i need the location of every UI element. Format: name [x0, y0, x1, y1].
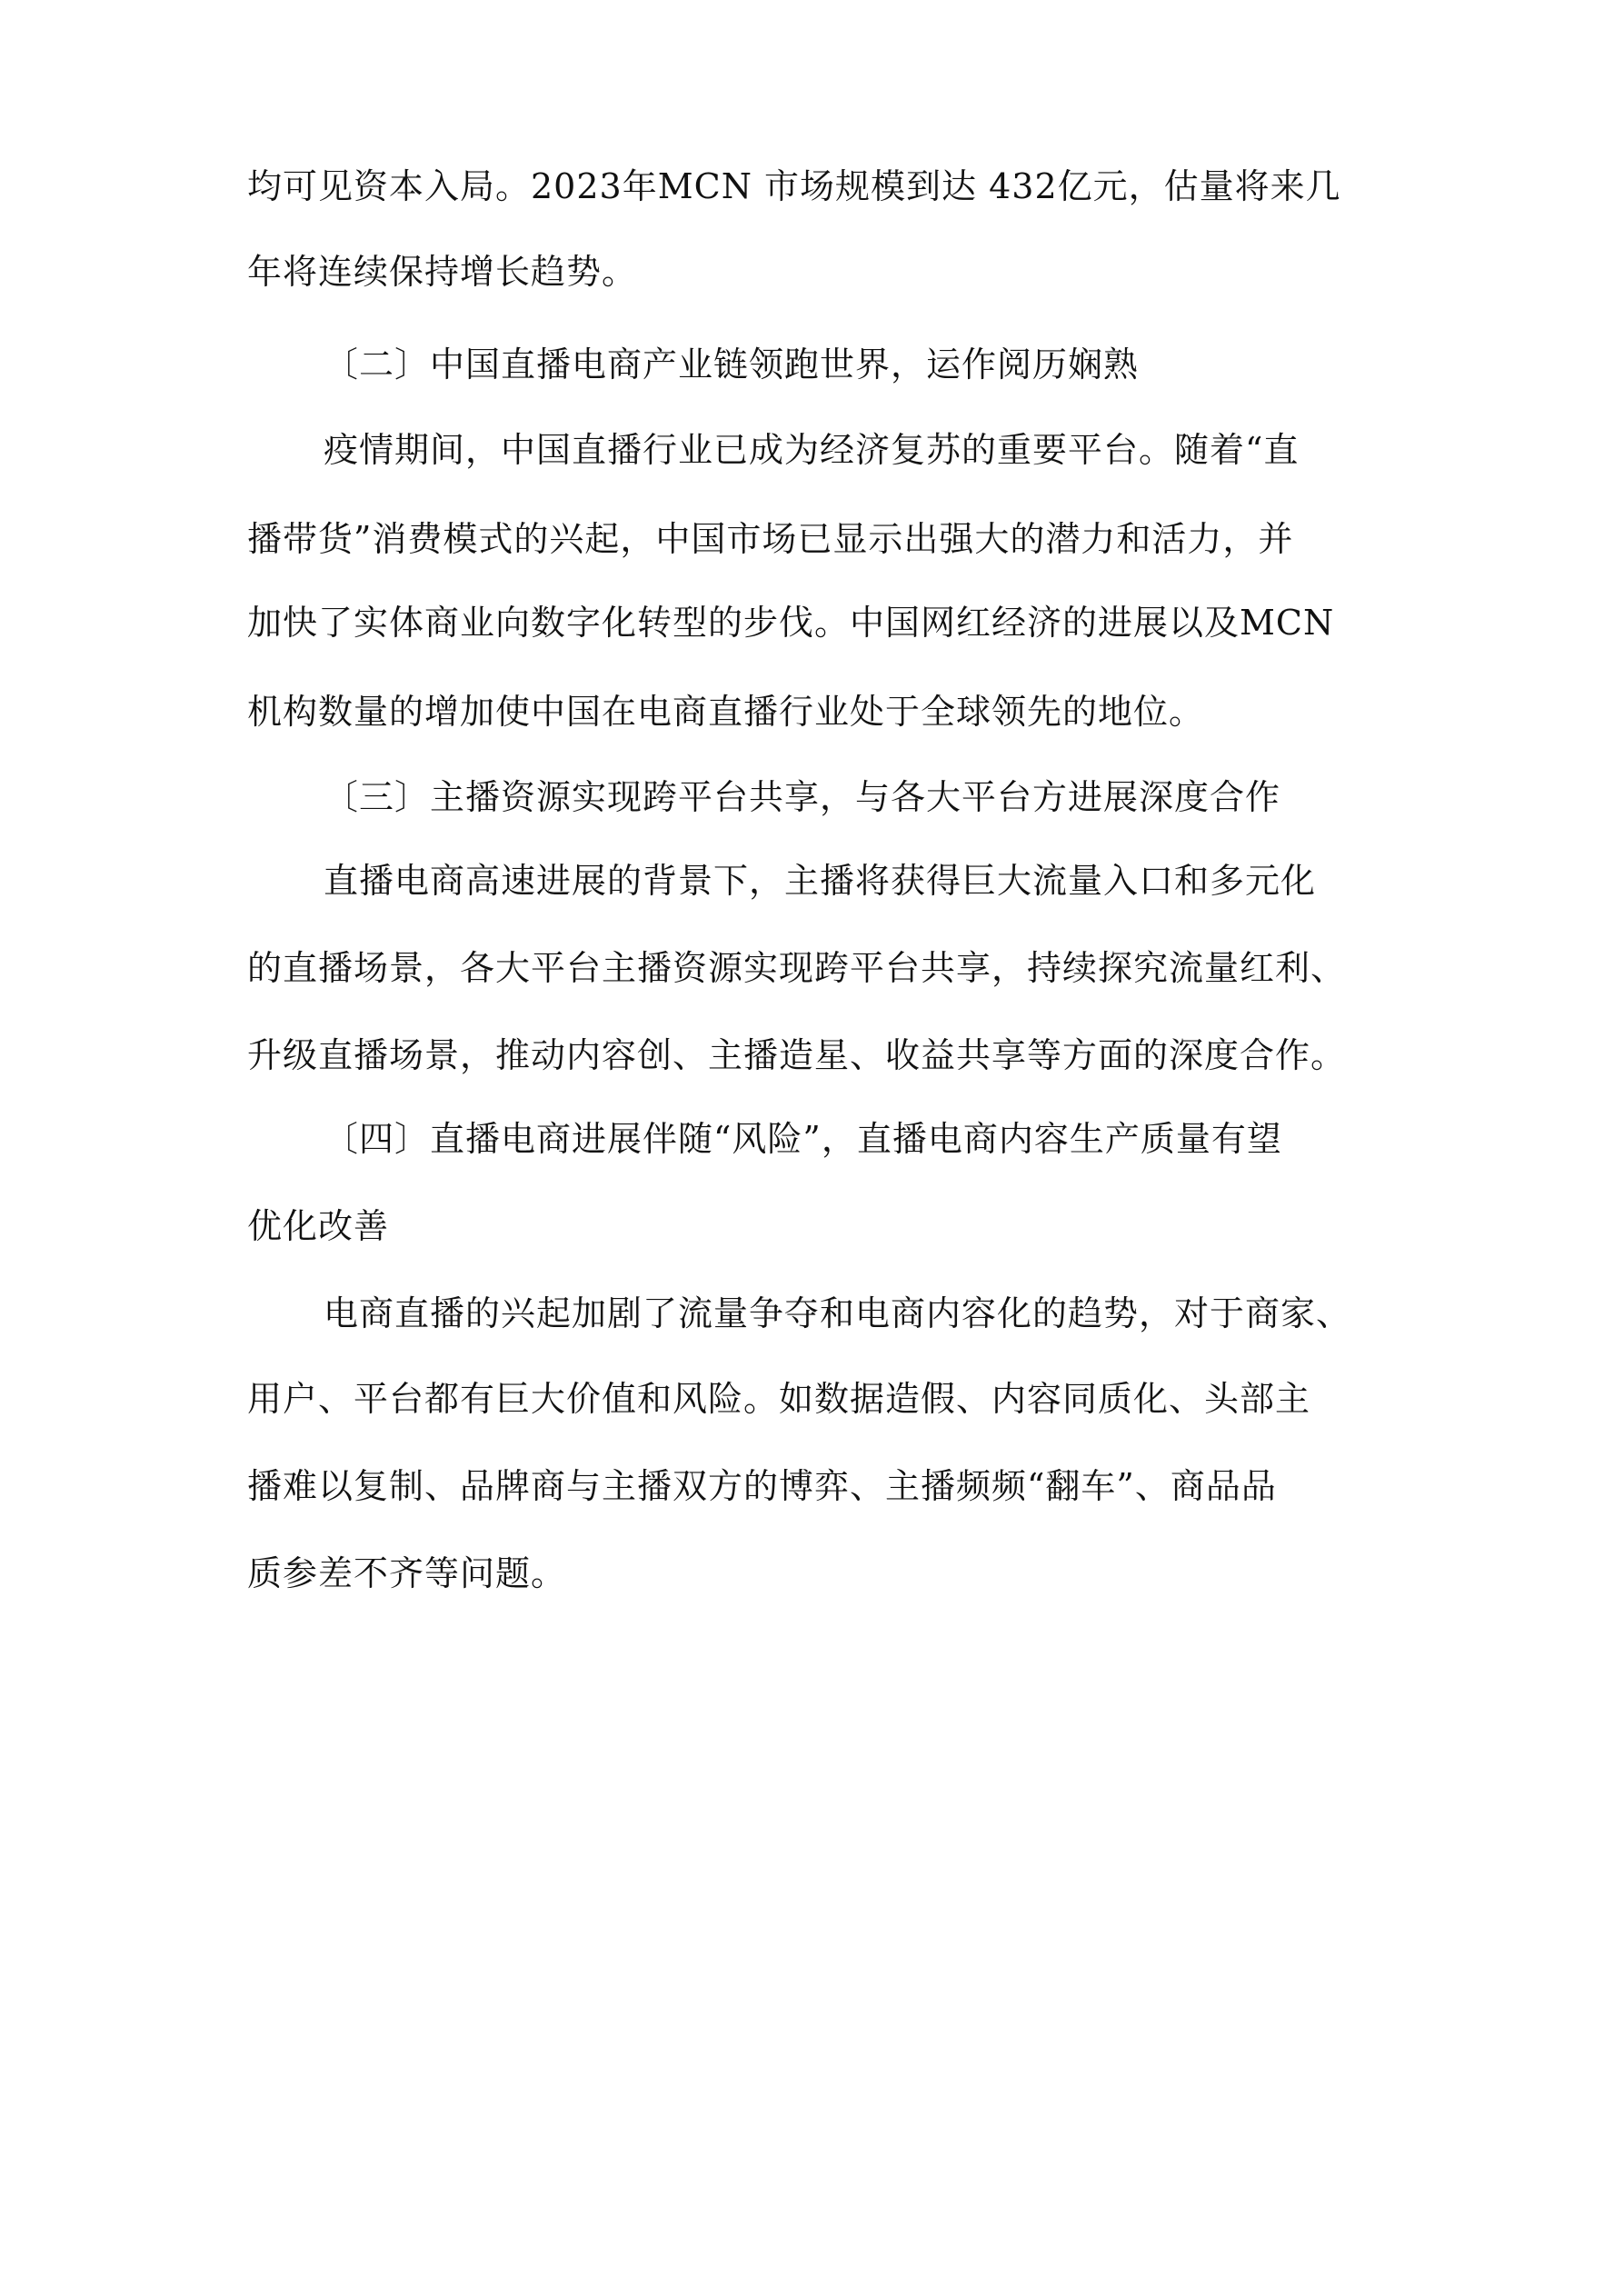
paragraph-line: 播带货”消费模式的兴起，中国市场已显示出强大的潜力和活力，并: [247, 519, 1294, 559]
paragraph-line: 播难以复制、品牌商与主播双方的博弈、主播频频“翻车”、商品品: [247, 1466, 1277, 1506]
paragraph-line: 质参差不齐等问题。: [247, 1553, 567, 1593]
paragraph-line: 均可见资本入局。2023年MCN 市场规模到达 432亿元，估量将来几: [247, 166, 1341, 206]
section-heading-continued: 优化改善: [247, 1206, 390, 1246]
paragraph-line: 机构数量的增加使中国在电商直播行业处于全球领先的地位。: [247, 692, 1205, 732]
section-heading: 〔二〕中国直播电商产业链领跑世界，运作阅历娴熟: [324, 344, 1140, 384]
section-heading: 〔四〕直播电商进展伴随“风险”，直播电商内容生产质量有望: [324, 1119, 1282, 1159]
paragraph-line: 的直播场景，各大平台主播资源实现跨平台共享，持续探究流量红利、: [247, 948, 1347, 988]
paragraph-line: 年将连续保持增长趋势。: [247, 252, 638, 292]
paragraph-line: 升级直播场景，推动内容创、主播造星、收益共享等方面的深度合作。: [247, 1035, 1347, 1075]
paragraph-line: 加快了实体商业向数字化转型的步伐。中国网红经济的进展以及MCN: [247, 603, 1335, 643]
paragraph-line: 用户、平台都有巨大价值和风险。如数据造假、内容同质化、头部主: [247, 1379, 1311, 1419]
paragraph-line: 直播电商高速进展的背景下，主播将获得巨大流量入口和多元化: [324, 861, 1317, 901]
section-heading: 〔三〕主播资源实现跨平台共享，与各大平台方进展深度合作: [324, 777, 1281, 817]
paragraph-line: 疫情期间，中国直播行业已成为经济复苏的重要平台。随着“直: [324, 430, 1300, 470]
paragraph-line: 电商直播的兴起加剧了流量争夺和电商内容化的趋势，对于商家、: [324, 1293, 1352, 1333]
